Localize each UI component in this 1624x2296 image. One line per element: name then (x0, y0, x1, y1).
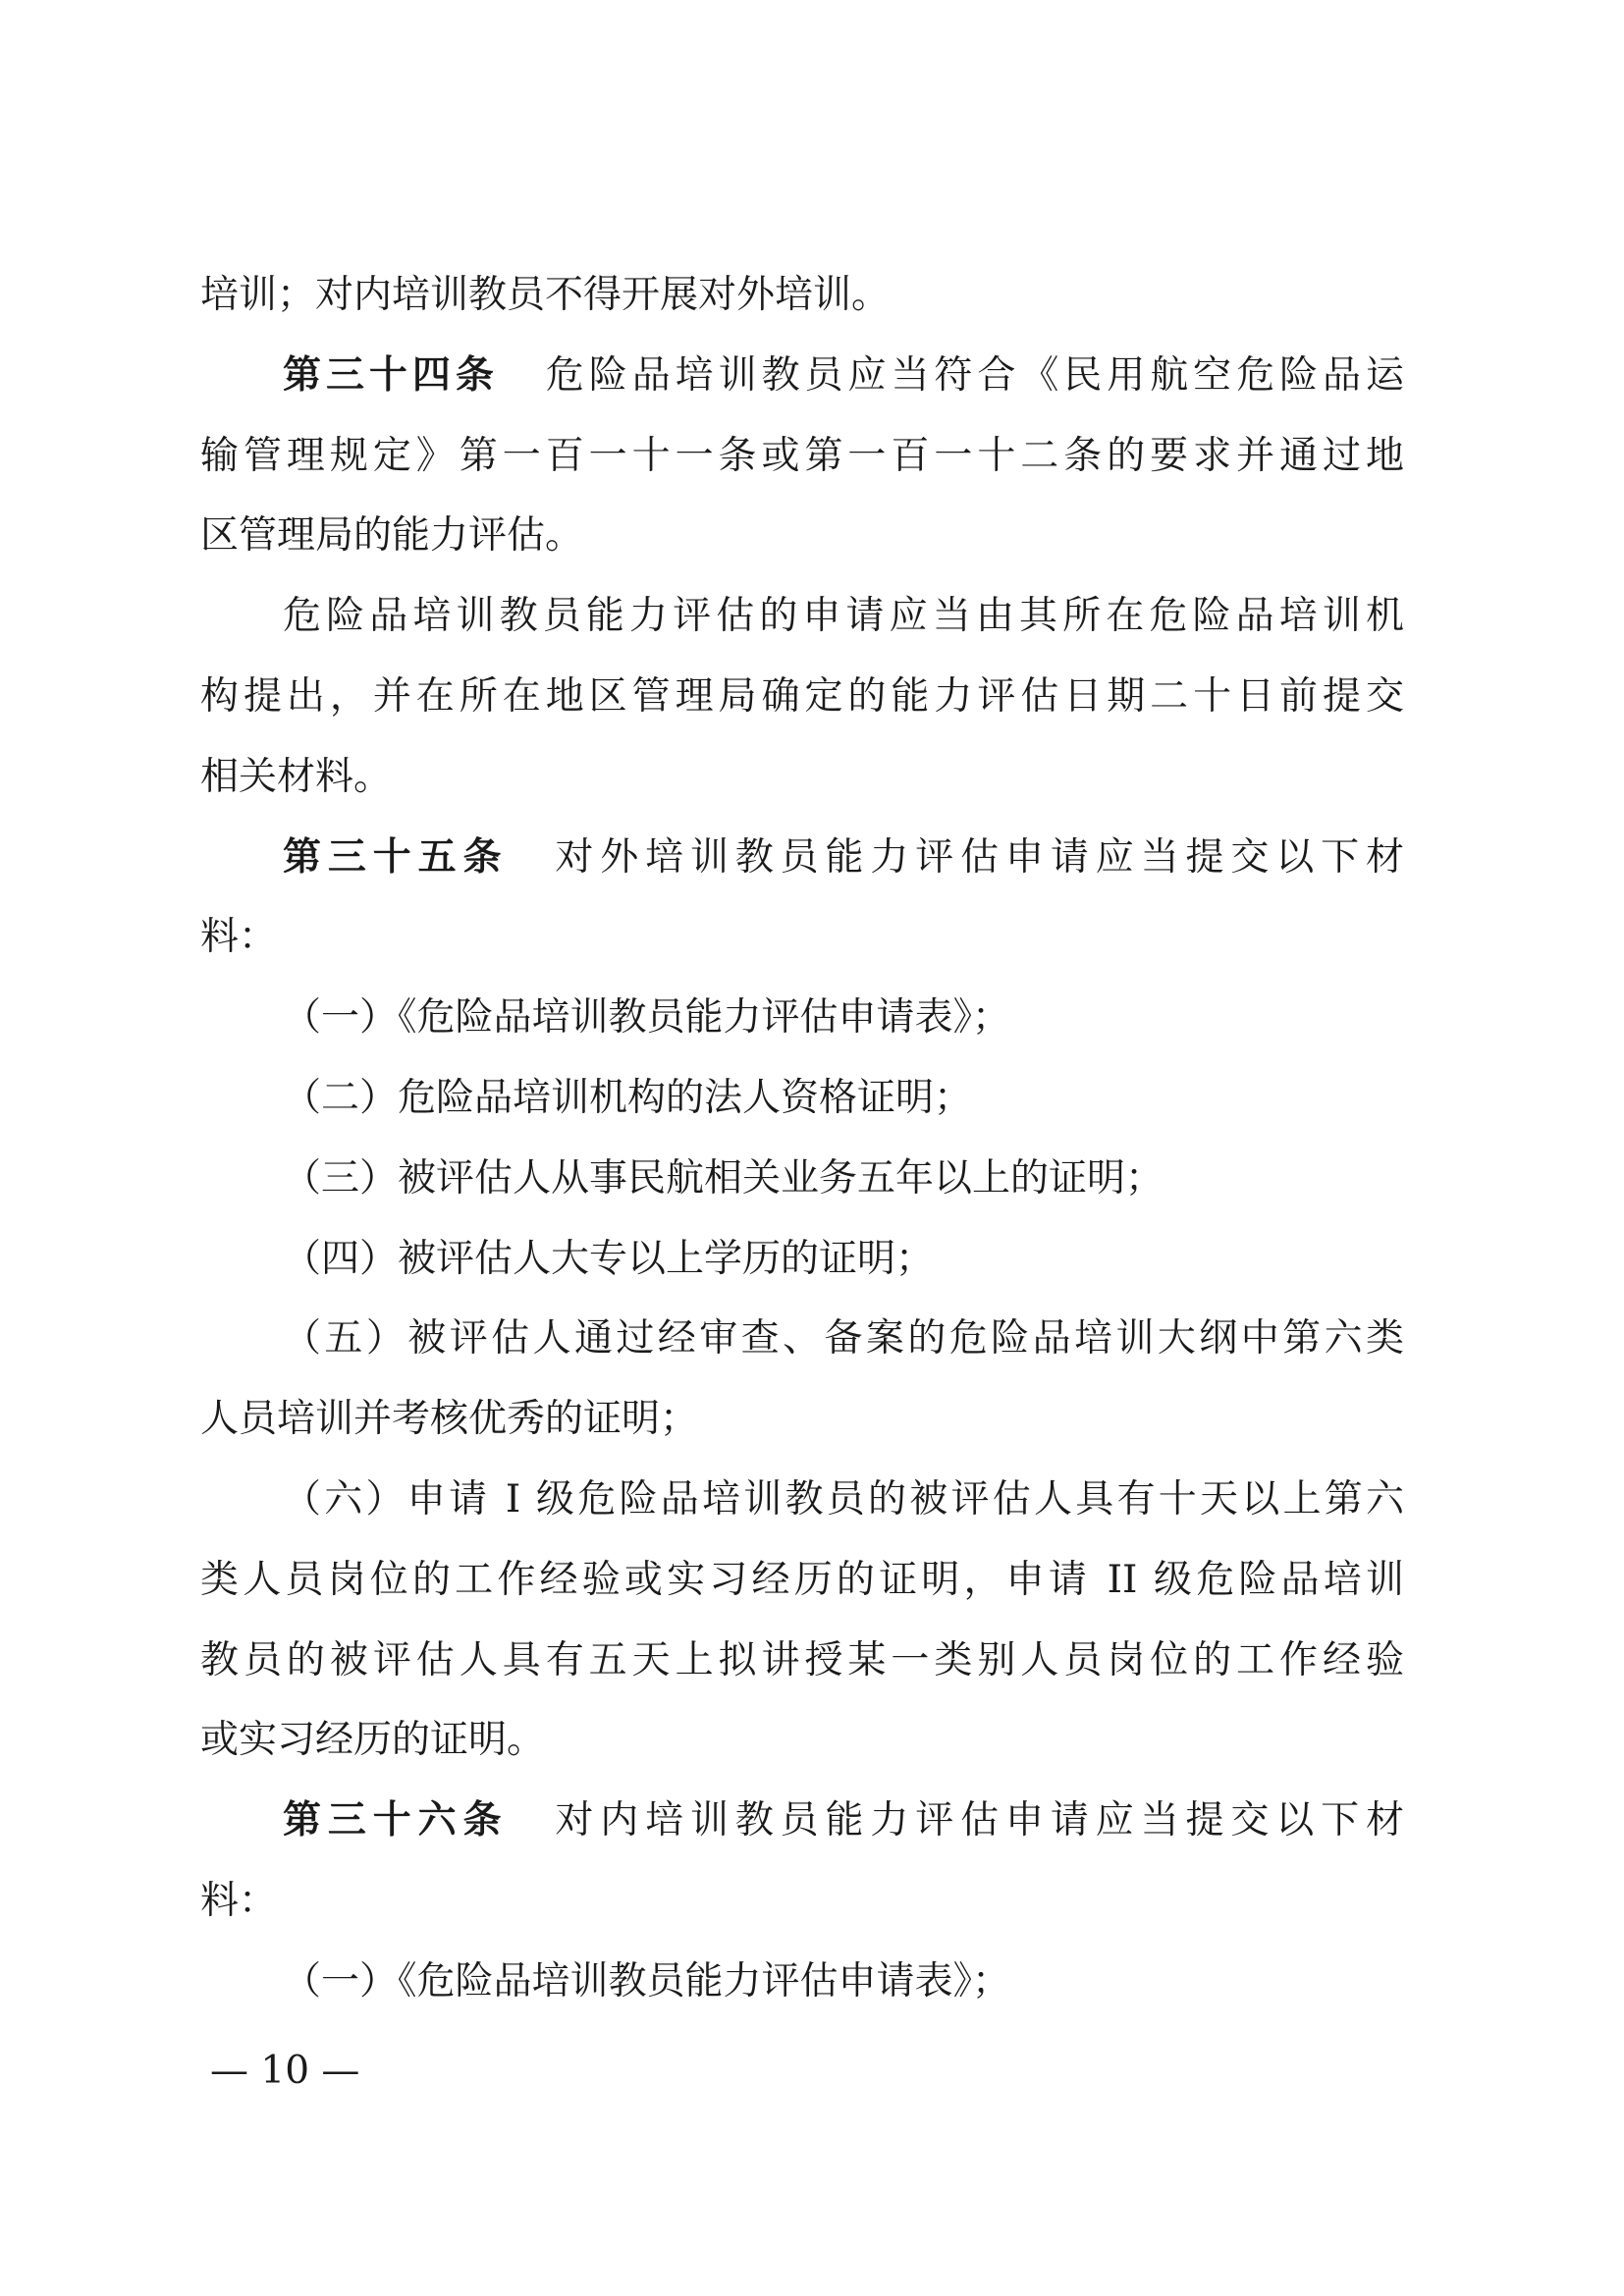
text-span: 对外培训教员能力评估申请应当提交以下材 (555, 834, 1404, 880)
list-item: （六）申请 I 级危险品培训教员的被评估人具有十天以上第六 (283, 1476, 1404, 1522)
text-span: 危险品培训教员应当符合《民用航空危险品运 (545, 352, 1404, 398)
article-heading: 第三十六条 (283, 1798, 509, 1843)
list-item: （五）被评估人通过经审查、备案的危险品培训大纲中第六类 (283, 1316, 1404, 1362)
text-line: 区管理局的能力评估。 (200, 513, 584, 559)
text-line: 培训；对内培训教员不得开展对外培训。 (200, 273, 891, 317)
text-span: 对内培训教员能力评估申请应当提交以下材 (555, 1798, 1404, 1843)
article-35-line (200, 818, 1404, 898)
text-line: 料： (200, 915, 278, 960)
list-item: （二）危险品培训机构的法人资格证明； (283, 1075, 973, 1120)
text-line: 相关材料。 (200, 754, 393, 799)
text-line: 教员的被评估人具有五天上拟讲授某一类别人员岗位的工作经验 (200, 1637, 1404, 1682)
list-item: （一）《危险品培训教员能力评估申请表》； (283, 1958, 1011, 2003)
article-36-line (200, 1781, 1404, 1861)
list-item: （三）被评估人从事民航相关业务五年以上的证明； (283, 1155, 1164, 1201)
article-heading: 第三十五条 (283, 834, 509, 880)
text-line: 危险品培训教员能力评估的申请应当由其所在危险品培训机 (283, 594, 1404, 639)
text-line: 人员培训并考核优秀的证明； (200, 1397, 699, 1442)
text-line: 料： (200, 1878, 278, 1923)
list-item: （一）《危险品培训教员能力评估申请表》； (283, 995, 1011, 1041)
article-heading: 第三十四条 (283, 352, 499, 398)
list-item: （四）被评估人大专以上学历的证明； (283, 1236, 935, 1281)
text-line: 类人员岗位的工作经验或实习经历的证明，申请 II 级危险品培训 (200, 1557, 1404, 1602)
page-number: — 10 — (210, 2049, 360, 2093)
text-line: 输管理规定》第一百一十一条或第一百一十二条的要求并通过地 (200, 433, 1404, 478)
text-line: 构提出，并在所在地区管理局确定的能力评估日期二十日前提交 (200, 673, 1404, 719)
text-line: 或实习经历的证明。 (200, 1718, 546, 1763)
document-body (200, 255, 1404, 2022)
article-34-line (200, 336, 1404, 416)
